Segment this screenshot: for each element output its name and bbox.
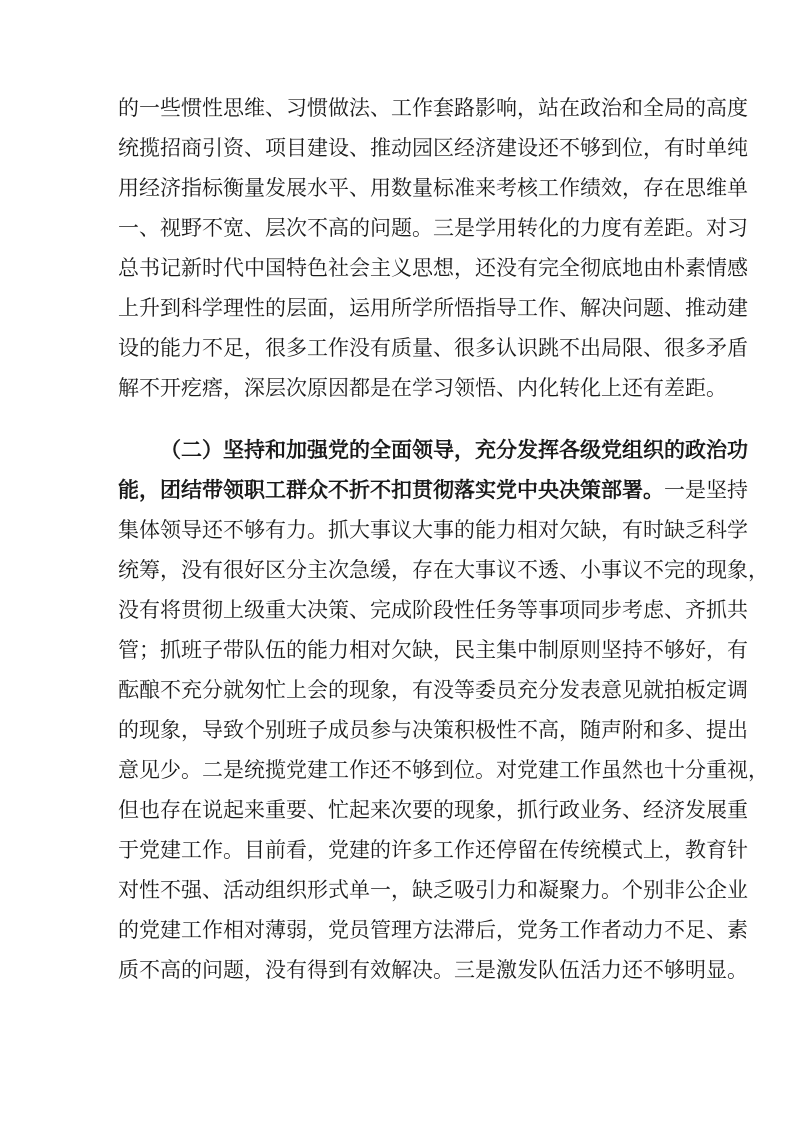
- paragraph-gap: [118, 408, 686, 430]
- text-line: 对性不强、活动组织形式单一，缺乏吸引力和凝聚力。个别非公企业: [118, 878, 748, 902]
- text-line: 但也存在说起来重要、忙起来次要的现象，抓行政业务、经济发展重: [118, 798, 748, 822]
- text-line: 没有将贯彻上级重大决策、完成阶段性任务等事项同步考虑、齐抓共: [118, 598, 748, 622]
- text-line: 质不高的问题，没有得到有效解决。三是激发队伍活力还不够明显。: [118, 958, 748, 982]
- text-line: 统筹，没有很好区分主次急缓，存在大事议不透、小事议不完的现象，: [118, 558, 769, 582]
- document-page: [118, 88, 769, 990]
- text-line: 总书记新时代中国特色社会主义思想，还没有完全彻底地由朴素情感: [118, 256, 748, 280]
- paragraph-2: [118, 430, 769, 990]
- section-heading: （二）坚持和加强党的全面领导，充分发挥各级党组织的政治功: [160, 437, 748, 462]
- text-line: 管；抓班子带队伍的能力相对欠缺，民主集中制原则坚持不够好，有: [118, 638, 748, 662]
- text-line: 设的能力不足，很多工作没有质量、很多认识跳不出局限、很多矛盾: [118, 336, 748, 360]
- text-line: 上升到科学理性的层面，运用所学所悟指导工作、解决问题、推动建: [118, 296, 748, 320]
- text-line: 的现象，导致个别班子成员参与决策积极性不高，随声附和多、提出: [118, 718, 748, 742]
- text-line: 集体领导还不够有力。抓大事议大事的能力相对欠缺，有时缺乏科学: [118, 518, 748, 542]
- text-line: 酝酿不充分就匆忙上会的现象，有没等委员充分发表意见就拍板定调: [118, 678, 748, 702]
- section-heading-bold: 能，团结带领职工群众不折不扣贯彻落实党中央决策部署。: [118, 477, 664, 502]
- text-line: 解不开疙瘩，深层次原因都是在学习领悟、内化转化上还有差距。: [118, 376, 727, 400]
- text-line: 统揽招商引资、项目建设、推动园区经济建设还不够到位，有时单纯: [118, 136, 748, 160]
- paragraph-1: [118, 88, 748, 408]
- text-line: 意见少。二是统揽党建工作还不够到位。对党建工作虽然也十分重视，: [118, 758, 769, 782]
- text-line: 的党建工作相对薄弱，党员管理方法滞后，党务工作者动力不足、素: [118, 918, 748, 942]
- text-run: 一是坚持: [664, 478, 748, 502]
- text-line: 的一些惯性思维、习惯做法、工作套路影响，站在政治和全局的高度: [118, 96, 748, 120]
- text-line: 于党建工作。目前看，党建的许多工作还停留在传统模式上，教育针: [118, 838, 748, 862]
- section-heading-line-2: [118, 470, 748, 510]
- text-line: 一、视野不宽、层次不高的问题。三是学用转化的力度有差距。对习: [118, 216, 748, 240]
- text-line: 用经济指标衡量发展水平、用数量标准来考核工作绩效，存在思维单: [118, 176, 748, 200]
